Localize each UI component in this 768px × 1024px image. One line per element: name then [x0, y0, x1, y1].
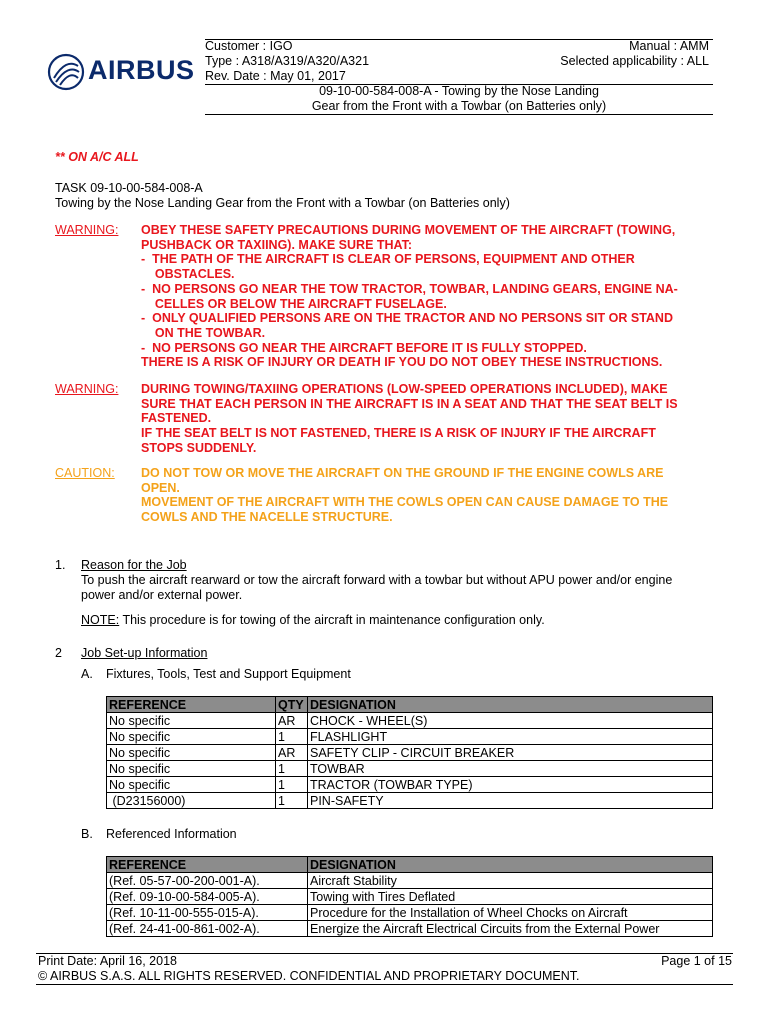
reference-link[interactable]: (Ref. 05-57-00-200-001-A). [107, 873, 308, 889]
warning-label-2: WARNING: [55, 382, 119, 396]
table-row [107, 777, 713, 793]
section-1-body-2: power and/or external power. [81, 588, 243, 602]
table-row [107, 729, 713, 745]
table-row [107, 713, 713, 729]
section-1-title: Reason for the Job [81, 558, 187, 572]
task-title-line-1: 09-10-00-584-008-A - Towing by the Nose Landing [319, 84, 599, 98]
caution-text [141, 466, 711, 525]
note [81, 613, 545, 628]
table-row [107, 889, 713, 905]
table-row [107, 793, 713, 809]
table-cell: No specific [107, 713, 276, 729]
table-cell: TOWBAR [308, 761, 713, 777]
airbus-logo [46, 50, 198, 90]
task-title: Towing by the Nose Landing Gear from the Front with a Towbar (on Batteries only) [55, 196, 510, 210]
table-cell: 1 [276, 729, 308, 745]
warning-line: STOPS SUDDENLY. [141, 440, 257, 455]
table-row [107, 905, 713, 921]
header-row-2 [205, 54, 713, 69]
column-header: REFERENCE [107, 857, 308, 873]
reference-link[interactable]: (Ref. 09-10-00-584-005-A). [107, 889, 308, 905]
note-text: This procedure is for towing of the aircraft in maintenance configuration only. [119, 613, 545, 627]
section-1-body-1: To push the aircraft rearward or tow the aircraft forward with a towbar but without APU power and/or engine [81, 573, 673, 587]
table-row [107, 761, 713, 777]
column-header: REFERENCE [107, 697, 276, 713]
aircraft-type: Type : A318/A319/A320/A321 [205, 54, 370, 68]
table-cell: Towing with Tires Deflated [308, 889, 713, 905]
table-cell: Aircraft Stability [308, 873, 713, 889]
table-cell: CHOCK - WHEEL(S) [308, 713, 713, 729]
table-cell: AR [276, 745, 308, 761]
warning-line: - NO PERSONS GO NEAR THE AIRCRAFT BEFORE IT IS FULLY STOPPED. [141, 340, 587, 355]
table-cell: AR [276, 713, 308, 729]
table-header-row [107, 697, 713, 713]
warning-line: - THE PATH OF THE AIRCRAFT IS CLEAR OF PERSONS, EQUIPMENT AND OTHER [141, 252, 635, 267]
table-cell: 1 [276, 761, 308, 777]
subsection-b-title: Referenced Information [106, 827, 237, 841]
copyright: © AIRBUS S.A.S. ALL RIGHTS RESERVED. CONFIDENTIAL AND PROPRIETARY DOCUMENT. [38, 969, 580, 983]
referenced-info-table [106, 856, 713, 937]
footer-bottom-rule [36, 984, 733, 985]
warning-text-2 [141, 382, 711, 456]
caution-label: CAUTION: [55, 466, 115, 480]
effectivity: ** ON A/C ALL [55, 150, 139, 164]
note-label: NOTE: [81, 613, 120, 627]
page-number: Page 1 of 15 [661, 954, 732, 968]
rev-date: Rev. Date : May 01, 2017 [205, 69, 346, 83]
section-2-number: 2 [55, 646, 62, 660]
table-cell: FLASHLIGHT [308, 729, 713, 745]
warning-text-1 [141, 223, 711, 370]
caution-line: DO NOT TOW OR MOVE THE AIRCRAFT ON THE GROUND IF THE ENGINE COWLS ARE [141, 466, 664, 480]
warning-line: ON THE TOWBAR. [141, 325, 266, 340]
table-cell: No specific [107, 761, 276, 777]
warning-line: DURING TOWING/TAXIING OPERATIONS (LOW-SPEED OPERATIONS INCLUDED), MAKE [141, 382, 668, 396]
table-cell: Energize the Aircraft Electrical Circuits from the External Power [308, 921, 713, 937]
task-number: TASK 09-10-00-584-008-A [55, 181, 203, 195]
table-cell: TRACTOR (TOWBAR TYPE) [308, 777, 713, 793]
table-cell: 1 [276, 793, 308, 809]
table-row [107, 921, 713, 937]
warning-line: FASTENED. [141, 411, 212, 426]
equipment-table [106, 696, 713, 809]
section-1-number: 1. [55, 558, 66, 572]
applicability: Selected applicability : ALL [560, 54, 709, 68]
caution-line: COWLS AND THE NACELLE STRUCTURE. [141, 510, 393, 525]
table-cell: SAFETY CLIP - CIRCUIT BREAKER [308, 745, 713, 761]
column-header: QTY [276, 697, 308, 713]
table-cell: No specific [107, 777, 276, 793]
reference-link[interactable]: (Ref. 24-41-00-861-002-A). [107, 921, 308, 937]
warning-line: - ONLY QUALIFIED PERSONS ARE ON THE TRACTOR AND NO PERSONS SIT OR STAND [141, 311, 673, 326]
customer: Customer : IGO [205, 39, 293, 53]
table-cell: No specific [107, 729, 276, 745]
warning-line: OBSTACLES. [141, 267, 235, 282]
warning-line: IF THE SEAT BELT IS NOT FASTENED, THERE IS A RISK OF INJURY IF THE AIRCRAFT [141, 426, 656, 441]
column-header: DESIGNATION [308, 697, 713, 713]
print-date: Print Date: April 16, 2018 [38, 954, 177, 968]
table-row [107, 745, 713, 761]
table-header-row [107, 857, 713, 873]
subsection-a-letter: A. [81, 667, 93, 681]
header-bottom-rule [205, 114, 713, 115]
task-title-line-2: Gear from the Front with a Towbar (on Batteries only) [311, 99, 607, 113]
reference-link[interactable]: (Ref. 10-11-00-555-015-A). [107, 905, 308, 921]
warning-line: OBEY THESE SAFETY PRECAUTIONS DURING MOVEMENT OF THE AIRCRAFT (TOWING, [141, 223, 676, 237]
subsection-a-title: Fixtures, Tools, Test and Support Equipment [106, 667, 351, 681]
caution-line: OPEN. [141, 480, 180, 495]
warning-line: PUSHBACK OR TAXIING). MAKE SURE THAT: [141, 237, 413, 252]
table-cell: No specific [107, 745, 276, 761]
table-cell: (D23156000) [107, 793, 276, 809]
warning-line: - NO PERSONS GO NEAR THE TOW TRACTOR, TOWBAR, LANDING GEARS, ENGINE NA- [141, 281, 678, 296]
header-row-3 [205, 69, 713, 84]
manual: Manual : AMM [629, 39, 709, 53]
table-cell: Procedure for the Installation of Wheel Chocks on Aircraft [308, 905, 713, 921]
table-cell: 1 [276, 777, 308, 793]
warning-label-1: WARNING: [55, 223, 119, 237]
caution-line: MOVEMENT OF THE AIRCRAFT WITH THE COWLS OPEN CAN CAUSE DAMAGE TO THE [141, 495, 669, 510]
table-cell: PIN-SAFETY [308, 793, 713, 809]
warning-line: SURE THAT EACH PERSON IN THE AIRCRAFT IS IN A SEAT AND THAT THE SEAT BELT IS [141, 396, 678, 411]
airbus-emblem-icon [46, 52, 86, 92]
brand-name: AIRBUS [88, 55, 195, 85]
header-row-1 [205, 39, 713, 54]
section-2-title: Job Set-up Information [81, 646, 208, 660]
warning-line: THERE IS A RISK OF INJURY OR DEATH IF YOU DO NOT OBEY THESE INSTRUCTIONS. [141, 355, 663, 370]
subsection-b-letter: B. [81, 827, 93, 841]
column-header: DESIGNATION [308, 857, 713, 873]
table-row [107, 873, 713, 889]
warning-line: CELLES OR BELOW THE AIRCRAFT FUSELAGE. [141, 296, 447, 311]
